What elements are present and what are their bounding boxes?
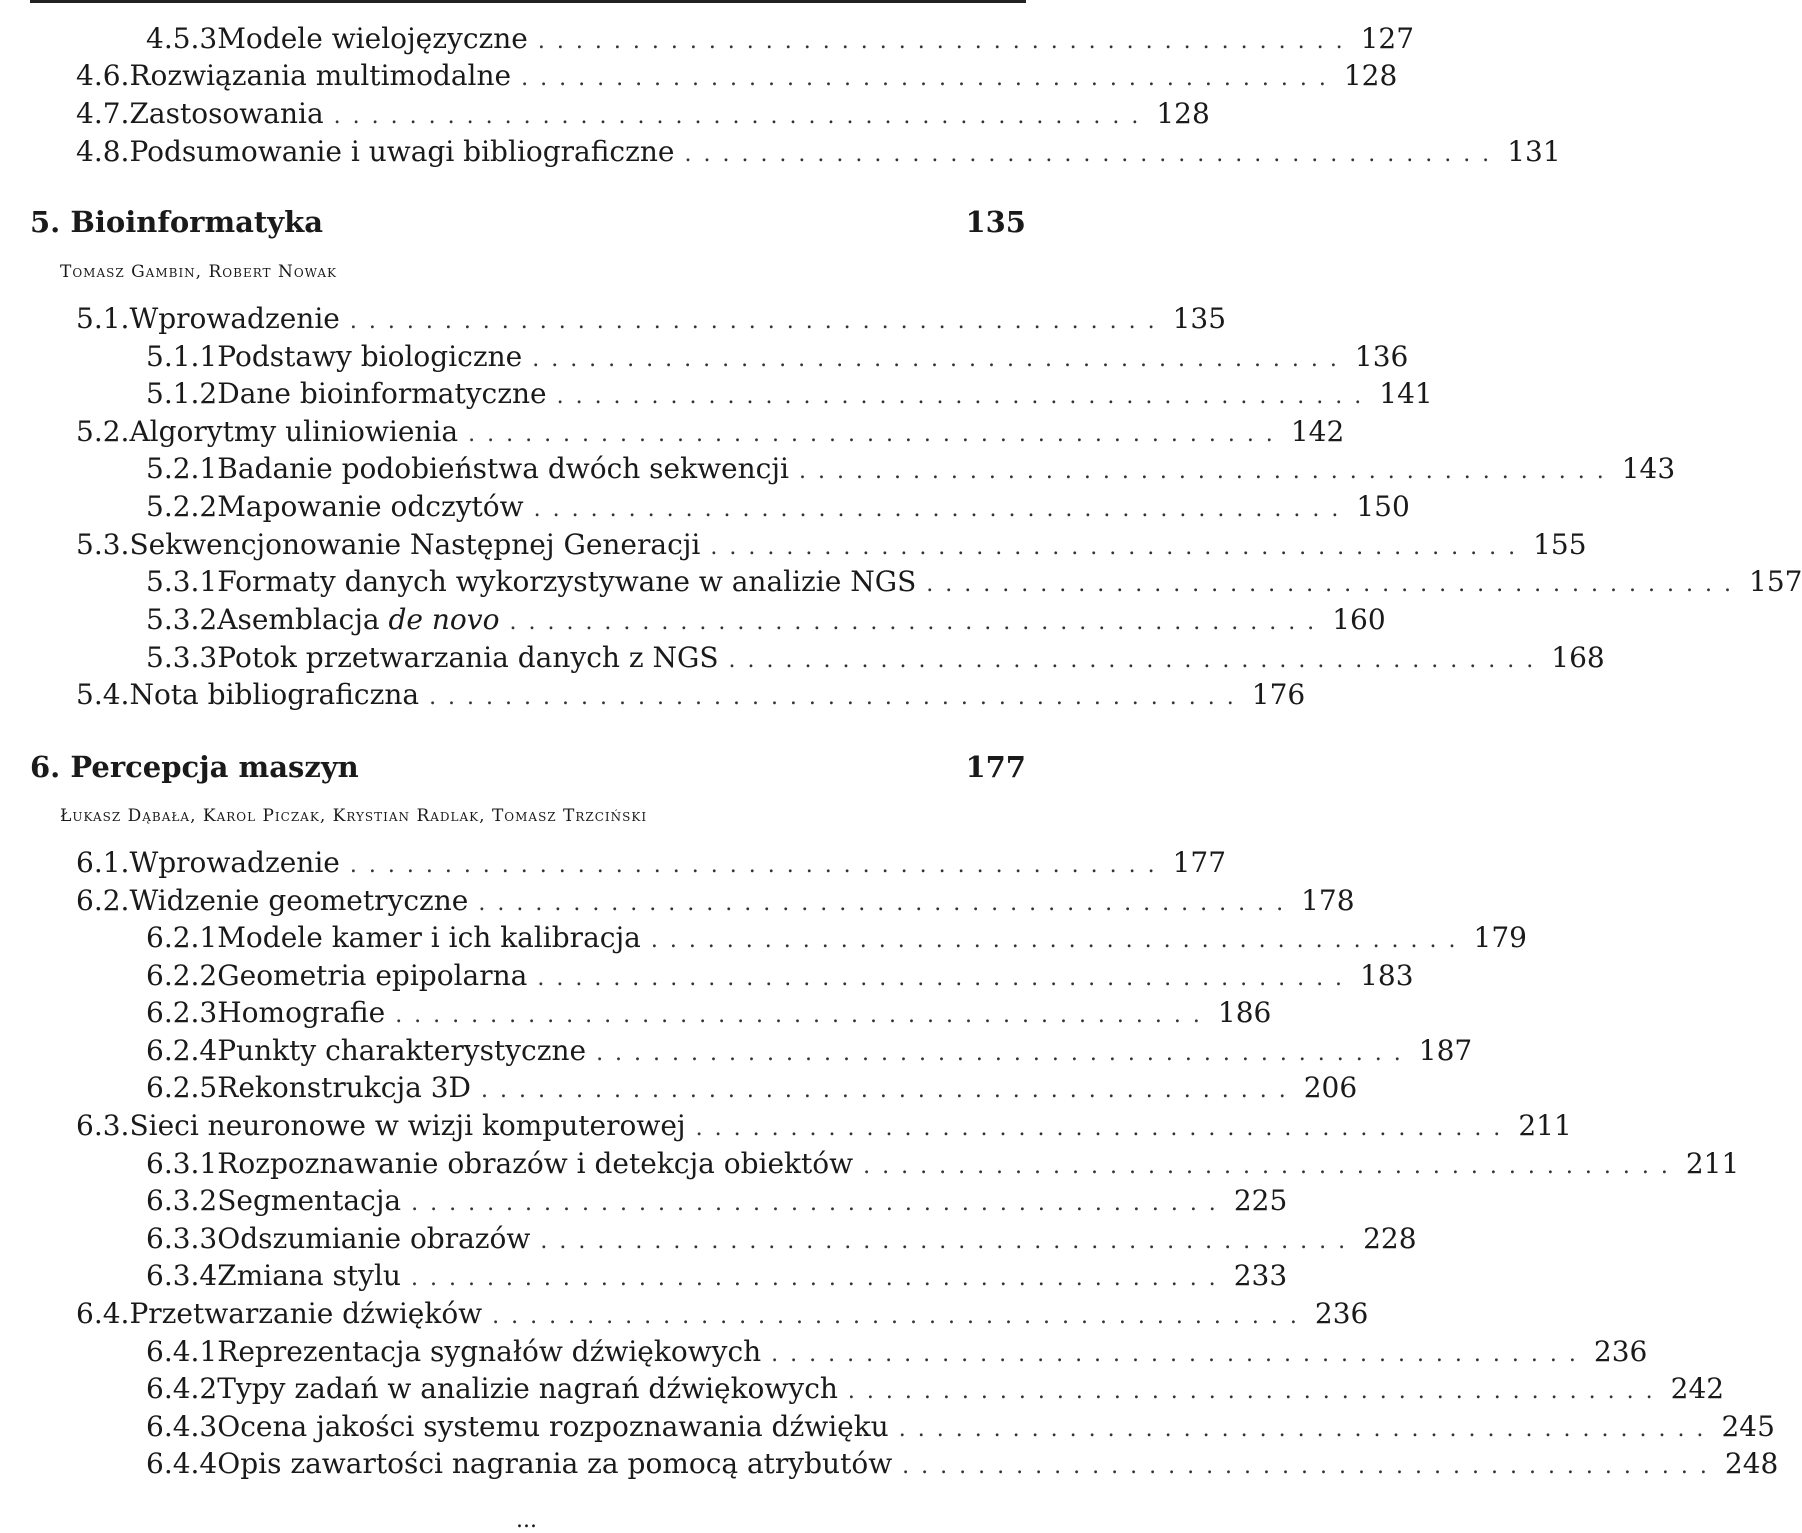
entry-page: 206 — [1303, 1071, 1358, 1104]
entry-page: 143 — [1621, 452, 1676, 485]
entry-page: 228 — [1363, 1222, 1417, 1255]
dot-leader: ........................................... — [710, 535, 1528, 560]
entry-title: Dane bioinformatyczne — [217, 377, 547, 410]
entry-title: Potok przetwarzania danych z NGS — [217, 641, 719, 674]
entry-page: 127 — [1360, 22, 1415, 55]
dot-leader: ........................................... — [492, 1304, 1309, 1329]
dot-leader: ........................................... — [537, 29, 1355, 54]
toc-entry[interactable] — [146, 1184, 1288, 1221]
dot-leader: ........................................... — [695, 1116, 1513, 1141]
entry-number: 5.1.2 — [146, 377, 218, 410]
entry-number: 6.2. — [76, 884, 130, 917]
entry-number: 6.2.3 — [146, 996, 218, 1029]
toc-entry[interactable] — [146, 452, 1676, 489]
toc-entry[interactable] — [146, 22, 1415, 59]
entry-title: Formaty danych wykorzystywane w analizie NGS — [217, 565, 917, 598]
entry-number: 6.4. — [76, 1297, 130, 1330]
toc-entry[interactable] — [146, 641, 1605, 678]
toc-entry[interactable] — [76, 97, 1210, 134]
entry-title: Widzenie geometryczne — [129, 884, 469, 917]
dot-leader: ........................................... — [521, 66, 1338, 91]
entry-page: 186 — [1217, 996, 1272, 1029]
toc-entry[interactable] — [146, 921, 1527, 958]
entry-number: 5.1.1 — [146, 340, 218, 373]
entry-number: 6.2.4 — [146, 1034, 218, 1067]
dot-leader: ........................................... — [481, 1078, 1298, 1103]
dot-leader: ........................................... — [429, 685, 1246, 710]
toc-entry[interactable] — [146, 1410, 1775, 1447]
toc-entry[interactable] — [146, 1034, 1473, 1071]
dot-leader: ........................................... — [902, 1454, 1719, 1479]
entry-number: 5.1. — [76, 302, 130, 335]
toc-entry[interactable] — [146, 1071, 1358, 1108]
entry-title: Rozwiązania multimodalne — [129, 59, 512, 92]
toc-entry[interactable] — [76, 846, 1227, 883]
entry-page: 225 — [1233, 1184, 1288, 1217]
toc-entry[interactable] — [146, 1372, 1725, 1409]
entry-title: Odszumianie obrazów — [217, 1222, 531, 1255]
entry-title: Algorytmy uliniowienia — [129, 415, 459, 448]
dot-leader: ........................................... — [509, 610, 1327, 635]
toc-entry[interactable] — [146, 1222, 1417, 1259]
chapter-heading[interactable] — [30, 749, 1026, 785]
entry-number: 6.3.4 — [146, 1259, 218, 1292]
entry-title: Homografie — [217, 996, 386, 1029]
dot-leader: ........................................... — [349, 853, 1167, 878]
chapter-page: 135 — [965, 205, 1026, 239]
entry-title-emphasis: de novo — [388, 603, 500, 636]
chapter-title: 6. Percepcja maszyn — [30, 750, 359, 784]
entry-number: 4.5.3 — [146, 22, 218, 55]
entry-title: Przetwarzanie dźwięków — [129, 1297, 483, 1330]
entry-page: 233 — [1233, 1259, 1288, 1292]
dot-leader: ........................................... — [410, 1266, 1228, 1291]
entry-title — [217, 603, 499, 637]
entry-page: 178 — [1301, 884, 1355, 917]
dot-leader: ........................................... — [798, 459, 1616, 484]
entry-number: 4.6. — [76, 59, 130, 92]
entry-title: Nota bibliograficzna — [129, 678, 420, 711]
entry-number: 6.3.1 — [146, 1147, 218, 1180]
toc-entry[interactable] — [76, 302, 1227, 339]
dot-leader: ........................................... — [771, 1342, 1588, 1367]
dot-leader: ........................................... — [468, 422, 1285, 447]
entry-number: 6.3.3 — [146, 1222, 218, 1255]
entry-number: 6.1. — [76, 846, 130, 879]
dot-leader: ........................................... — [847, 1379, 1665, 1404]
entry-title: Reprezentacja sygnałów dźwiękowych — [217, 1335, 762, 1368]
chapter-authors: Łukasz Dąbała, Karol Piczak, Krystian Radlak, Tomasz Trzciński — [60, 806, 648, 826]
entry-title: Sekwencjonowanie Następnej Generacji — [129, 528, 701, 561]
entry-title: Punkty charakterystyczne — [217, 1034, 587, 1067]
toc-entry[interactable] — [76, 59, 1398, 96]
toc-entry[interactable] — [146, 1447, 1779, 1484]
entry-page: 128 — [1343, 59, 1398, 92]
entry-page: 211 — [1685, 1147, 1740, 1180]
toc-entry[interactable] — [146, 1147, 1740, 1184]
entry-number: 6.4.1 — [146, 1335, 218, 1368]
toc-entry[interactable] — [146, 1335, 1648, 1372]
dot-leader: ........................................... — [540, 1229, 1358, 1254]
entry-number: 6.3. — [76, 1109, 130, 1142]
entry-page: 187 — [1418, 1034, 1473, 1067]
entry-title: Geometria epipolarna — [217, 959, 528, 992]
entry-page: 157 — [1749, 565, 1802, 598]
dot-leader: ........................................... — [395, 1003, 1212, 1028]
toc-entry[interactable] — [76, 1109, 1572, 1146]
entry-page: 245 — [1721, 1410, 1775, 1443]
chapter-page: 177 — [965, 750, 1026, 784]
entry-page: 176 — [1251, 678, 1306, 711]
entry-title: Typy zadań w analizie nagrań dźwiękowych — [217, 1372, 838, 1405]
entry-number: 5.3. — [76, 528, 130, 561]
entry-number: 6.2.2 — [146, 959, 218, 992]
dot-leader: ........................................... — [333, 104, 1151, 129]
entry-page: 155 — [1533, 528, 1587, 561]
dot-leader: ........................................... — [898, 1417, 1716, 1442]
entry-number: 5.3.3 — [146, 641, 218, 674]
toc-entry[interactable] — [146, 996, 1272, 1033]
entry-page: 179 — [1473, 921, 1527, 954]
toc-entry[interactable] — [146, 959, 1414, 996]
toc-entry[interactable] — [146, 603, 1386, 640]
entry-number: 5.3.2 — [146, 603, 218, 636]
entry-title: Ocena jakości systemu rozpoznawania dźwięku — [217, 1410, 889, 1443]
chapter-heading[interactable] — [30, 204, 1026, 240]
dot-leader: ........................................... — [533, 497, 1351, 522]
entry-title: Sieci neuronowe w wizji komputerowej — [129, 1109, 686, 1142]
entry-title-text: Asemblacja — [217, 603, 389, 636]
toc-entry[interactable] — [76, 1297, 1369, 1334]
dot-leader: ........................................... — [411, 1191, 1228, 1216]
toc-entry[interactable] — [76, 528, 1587, 565]
entry-page: 236 — [1314, 1297, 1369, 1330]
entry-page: 128 — [1156, 97, 1210, 130]
dot-leader: ........................................... — [537, 966, 1355, 991]
entry-number: 5.3.1 — [146, 565, 218, 598]
entry-page: 136 — [1354, 340, 1409, 373]
chapter-authors: Tomasz Gambin, Robert Nowak — [60, 262, 338, 282]
toc-entry[interactable] — [146, 377, 1433, 414]
entry-page: 248 — [1724, 1447, 1779, 1480]
entry-number: 4.8. — [76, 135, 130, 168]
entry-number: 6.3.2 — [146, 1184, 218, 1217]
dot-leader: ........................................... — [596, 1041, 1413, 1066]
dot-leader: ........................................... — [684, 142, 1502, 167]
toc-entry[interactable] — [76, 678, 1306, 715]
entry-number: 6.4.4 — [146, 1447, 218, 1480]
entry-title: Wprowadzenie — [129, 846, 340, 879]
entry-title: Mapowanie odczytów — [217, 490, 524, 523]
entry-title: Opis zawartości nagrania za pomocą atrybutów — [217, 1447, 893, 1480]
entry-number: 6.2.1 — [146, 921, 218, 954]
entry-number: 6.2.5 — [146, 1071, 218, 1104]
entry-number: 6.4.3 — [146, 1410, 218, 1443]
entry-page: 142 — [1290, 415, 1345, 448]
toc-entry[interactable] — [76, 884, 1355, 921]
entry-page: 177 — [1172, 846, 1227, 879]
entry-page: 242 — [1670, 1372, 1725, 1405]
entry-title: Podstawy biologiczne — [217, 340, 523, 373]
toc-entry[interactable] — [146, 490, 1410, 527]
dot-leader: ........................................... — [650, 928, 1468, 953]
entry-title: Zastosowania — [129, 97, 324, 130]
dot-leader: ........................................... — [556, 384, 1374, 409]
dot-leader: ........................................... — [926, 572, 1743, 597]
toc-entry[interactable] — [146, 565, 1802, 602]
entry-title: Wprowadzenie — [129, 302, 340, 335]
chapter-title: 5. Bioinformatyka — [30, 205, 324, 239]
entry-page: 141 — [1379, 377, 1433, 410]
entry-page: 183 — [1360, 959, 1414, 992]
dot-leader: ........................................... — [349, 309, 1167, 334]
entry-number: 5.4. — [76, 678, 130, 711]
toc-entry[interactable] — [146, 340, 1409, 377]
entry-title: Rozpoznawanie obrazów i detekcja obiektów — [217, 1147, 854, 1180]
entry-number: 5.2.2 — [146, 490, 218, 523]
toc-entry[interactable] — [76, 415, 1345, 452]
entry-title: Modele kamer i ich kalibracja — [217, 921, 641, 954]
toc-entry[interactable] — [146, 1259, 1288, 1296]
entry-title: Podsumowanie i uwagi bibliograficzne — [129, 135, 675, 168]
entry-number: 5.2.1 — [146, 452, 218, 485]
entry-page: 236 — [1593, 1335, 1648, 1368]
entry-number: 5.2. — [76, 415, 130, 448]
entry-title: Rekonstrukcja 3D — [217, 1071, 471, 1104]
toc-entry[interactable] — [76, 135, 1561, 172]
entry-page: 150 — [1356, 490, 1410, 523]
entry-number: 6.4.2 — [146, 1372, 218, 1405]
entry-page: 160 — [1332, 603, 1386, 636]
dot-leader: ........................................... — [863, 1154, 1680, 1179]
dot-leader: ........................................... — [728, 648, 1546, 673]
entry-page: 168 — [1551, 641, 1605, 674]
dot-leader: ........................................... — [532, 347, 1349, 372]
entry-title: Segmentacja — [217, 1184, 402, 1217]
entry-page: 211 — [1518, 1109, 1572, 1142]
continuation-ellipsis: ... — [516, 1508, 537, 1533]
top-rule — [30, 0, 1026, 3]
entry-page: 135 — [1172, 302, 1227, 335]
entry-page: 131 — [1507, 135, 1561, 168]
dot-leader: ........................................... — [478, 891, 1296, 916]
entry-title: Badanie podobieństwa dwóch sekwencji — [217, 452, 789, 485]
entry-number: 4.7. — [76, 97, 130, 130]
entry-title: Zmiana stylu — [217, 1259, 401, 1292]
entry-title: Modele wielojęzyczne — [217, 22, 528, 55]
